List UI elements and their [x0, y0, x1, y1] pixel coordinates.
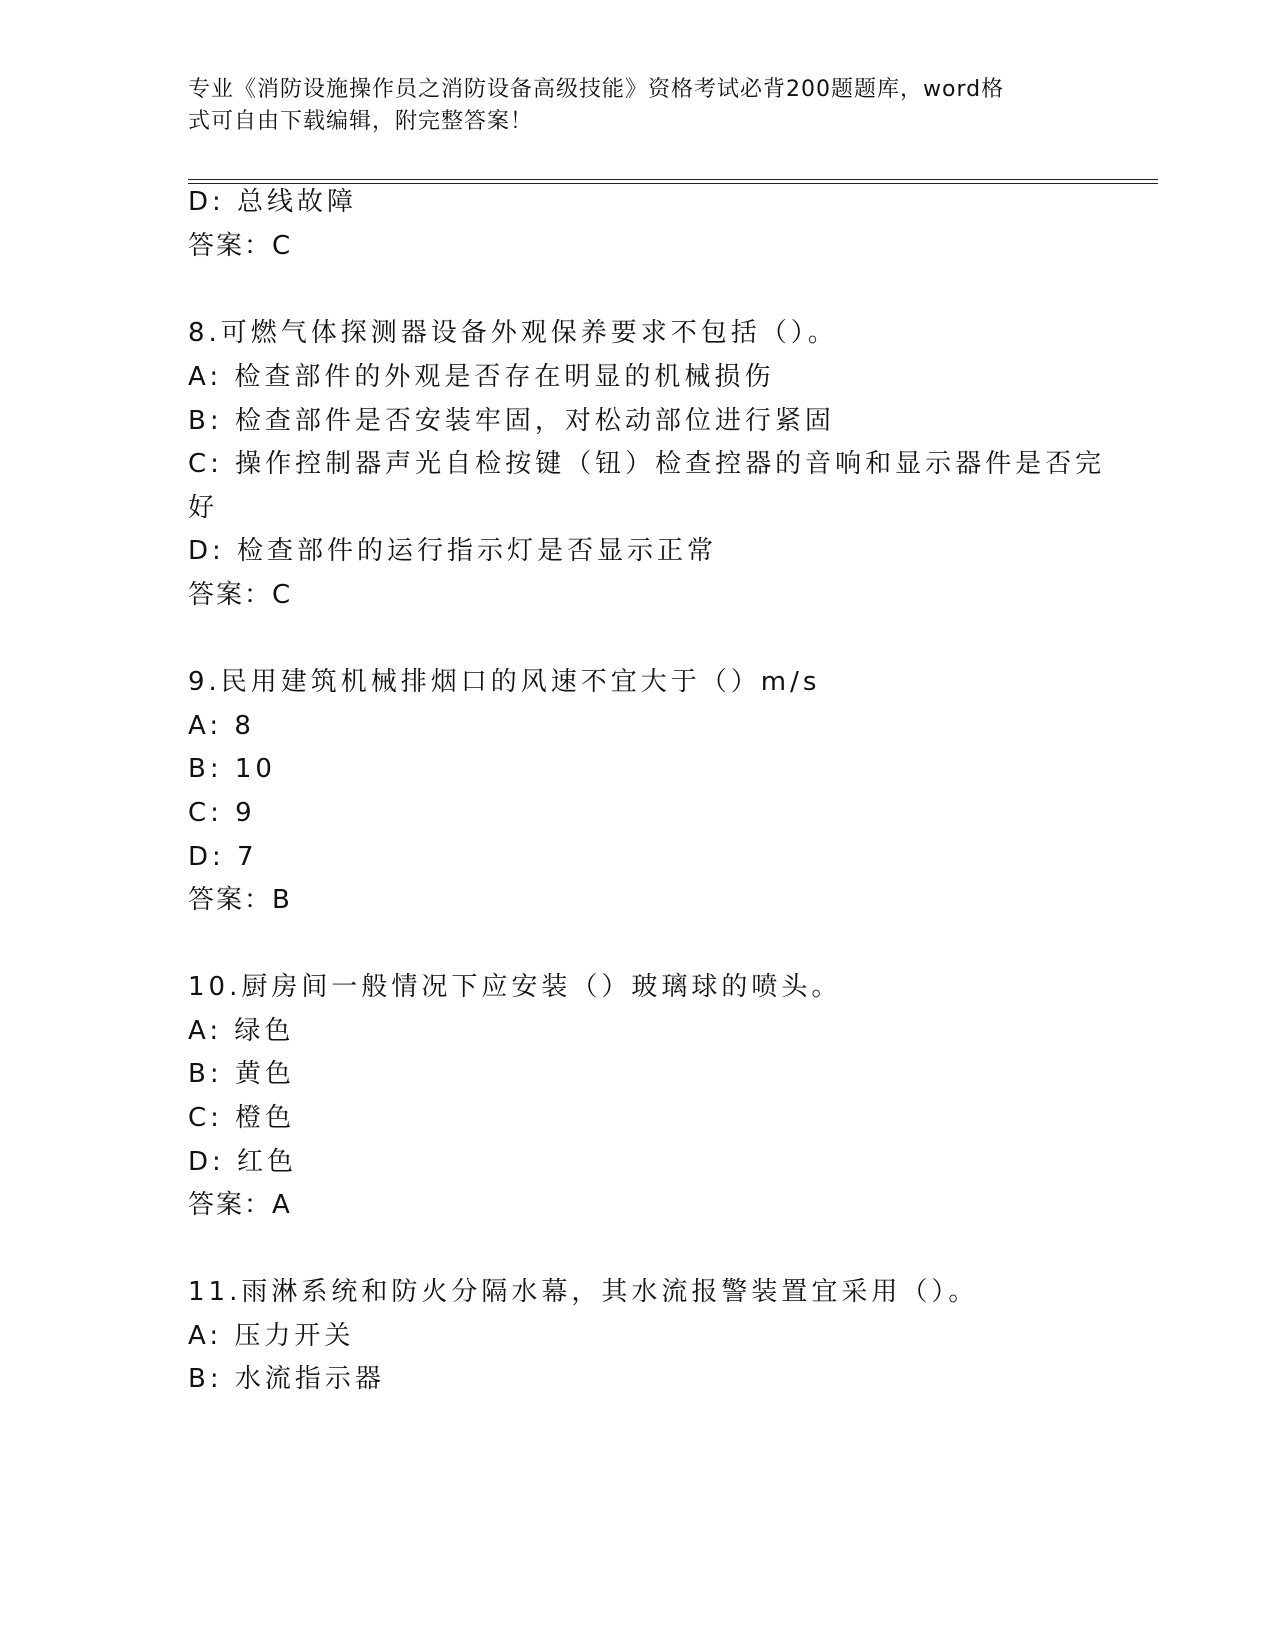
- option-d: D: 总线故障: [188, 187, 358, 217]
- option-b: B: 检查部件是否安装牢固，对松动部位进行紧固: [188, 406, 835, 436]
- question-stem: 9.民用建筑机械排烟口的风速不宜大于（）m/s: [188, 667, 821, 697]
- option-c: C: 橙色: [188, 1103, 296, 1133]
- question-stem: 8.可燃气体探测器设备外观保养要求不包括（）。: [188, 318, 838, 348]
- answer-line: 答案：C: [188, 580, 293, 610]
- option-a: A: 绿色: [188, 1016, 295, 1046]
- option-b: B: 10: [188, 754, 276, 784]
- header-line-2: 式可自由下载编辑，附完整答案！: [188, 109, 534, 134]
- option-b: B: 水流指示器: [188, 1364, 385, 1394]
- header-double-rule: [188, 179, 1158, 184]
- answer-line: 答案：A: [188, 1190, 292, 1220]
- option-d: D: 红色: [188, 1147, 298, 1177]
- option-a: A: 检查部件的外观是否存在明显的机械损伤: [188, 362, 775, 392]
- question-stem: 10.厨房间一般情况下应安装（）玻璃球的喷头。: [188, 972, 842, 1002]
- option-a: A: 压力开关: [188, 1321, 355, 1351]
- option-d: D: 检查部件的运行指示灯是否显示正常: [188, 536, 718, 566]
- option-b: B: 黄色: [188, 1059, 295, 1089]
- page-header: [188, 74, 1068, 138]
- option-c: C: 9: [188, 798, 256, 828]
- option-d: D: 7: [188, 842, 258, 872]
- answer-line: 答案：C: [188, 231, 293, 261]
- option-a: A: 8: [188, 711, 255, 741]
- header-line-1: 专业《消防设施操作员之消防设备高级技能》资格考试必背200题题库，word格: [188, 77, 1005, 102]
- question-stem: 11.雨淋系统和防火分隔水幕，其水流报警装置宜采用（）。: [188, 1277, 979, 1307]
- option-c: C: 操作控制器声光自检按键（钮）检查控器的音响和显示器件是否完: [188, 449, 1106, 479]
- option-c-continued: 好: [188, 493, 219, 523]
- answer-line: 答案：B: [188, 885, 292, 915]
